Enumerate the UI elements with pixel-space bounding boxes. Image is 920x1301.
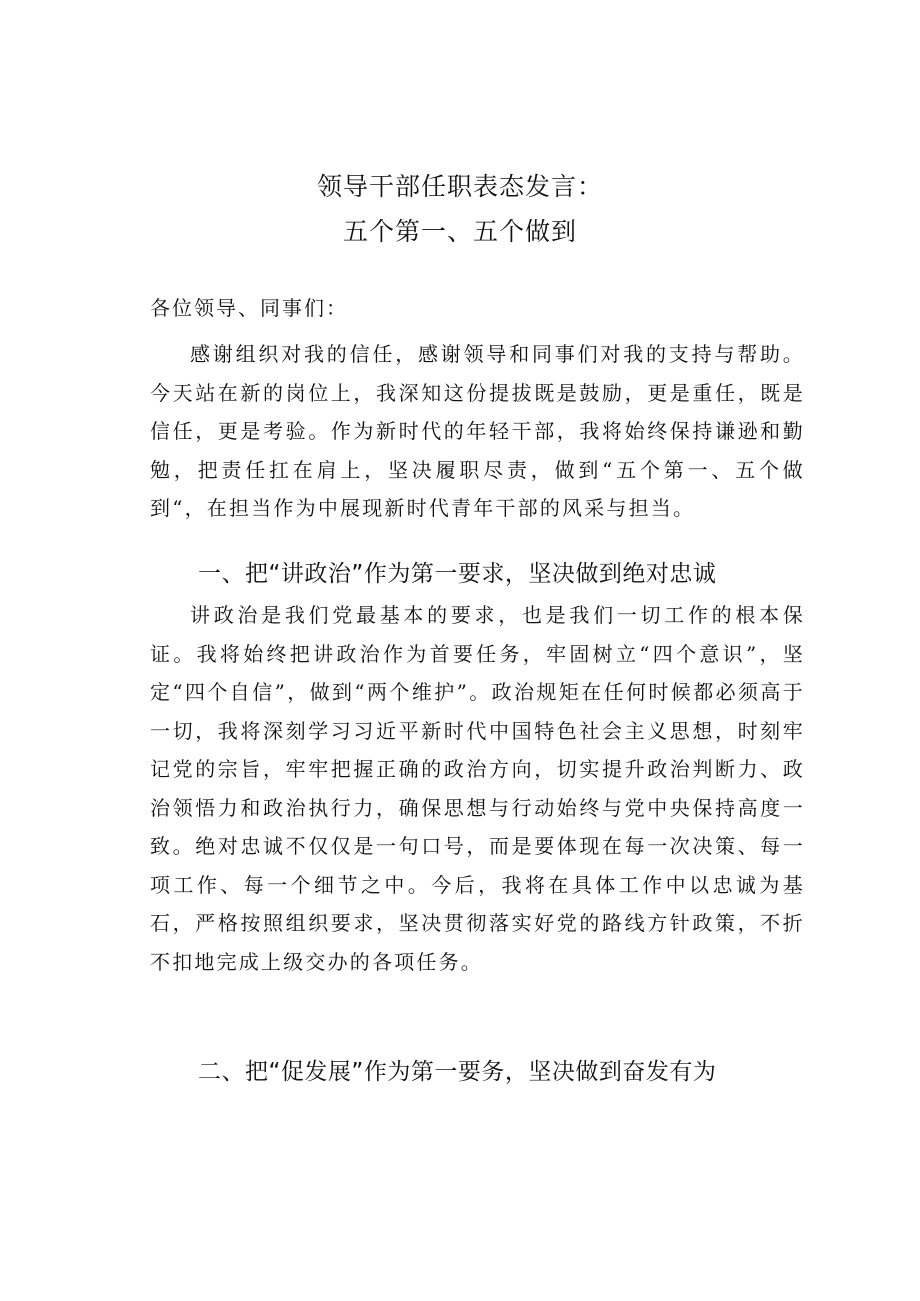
section-1-heading: 一、把“讲政治”作为第一要求，坚决做到绝对忠诚 <box>198 561 717 587</box>
document-title-line-2: 五个第一、五个做到 <box>342 217 577 246</box>
document-title-line-1: 领导干部任职表态发言： <box>316 172 603 201</box>
salutation: 各位领导、同事们： <box>150 296 348 320</box>
section-2-heading: 二、把“促发展”作为第一要务，坚决做到奋发有为 <box>198 1059 717 1085</box>
section-1-paragraph: 讲政治是我们党最基本的要求，也是我们一切工作的根本保证。我将始终把讲政治作为首要任务，牢固树立“四个意识”，坚定“四个自信”，做到“两个维护”。政治规矩在任何时候都必须高于一切，我将深刻学习习近平新时代中国特色社会主义思想，时刻牢记党的宗旨，牢牢把握正确的政治方向，切实提升政治判断力、政治领悟力和政治执行力，确保思想与行动始终与党中央保持高度一致。绝对忠诚不仅仅是一句口号，而是要体现在每一次决策、每一项工作、每一个细节之中。今后，我将在具体工作中以忠诚为基石，严格按照组织要求，坚决贯彻落实好党的路线方针政策，不折不扣地完成上级交办的各项任务。 <box>150 603 805 974</box>
intro-paragraph: 感谢组织对我的信任，感谢领导和同事们对我的支持与帮助。今天站在新的岗位上，我深知这份提拔既是鼓励，更是重任，既是信任，更是考验。作为新时代的年轻干部，我将始终保持谦逊和勤勉，把责任扛在肩上，坚决履职尽责，做到“五个第一、五个做到“，在担当作为中展现新时代青年干部的风采与担当。 <box>150 342 805 520</box>
